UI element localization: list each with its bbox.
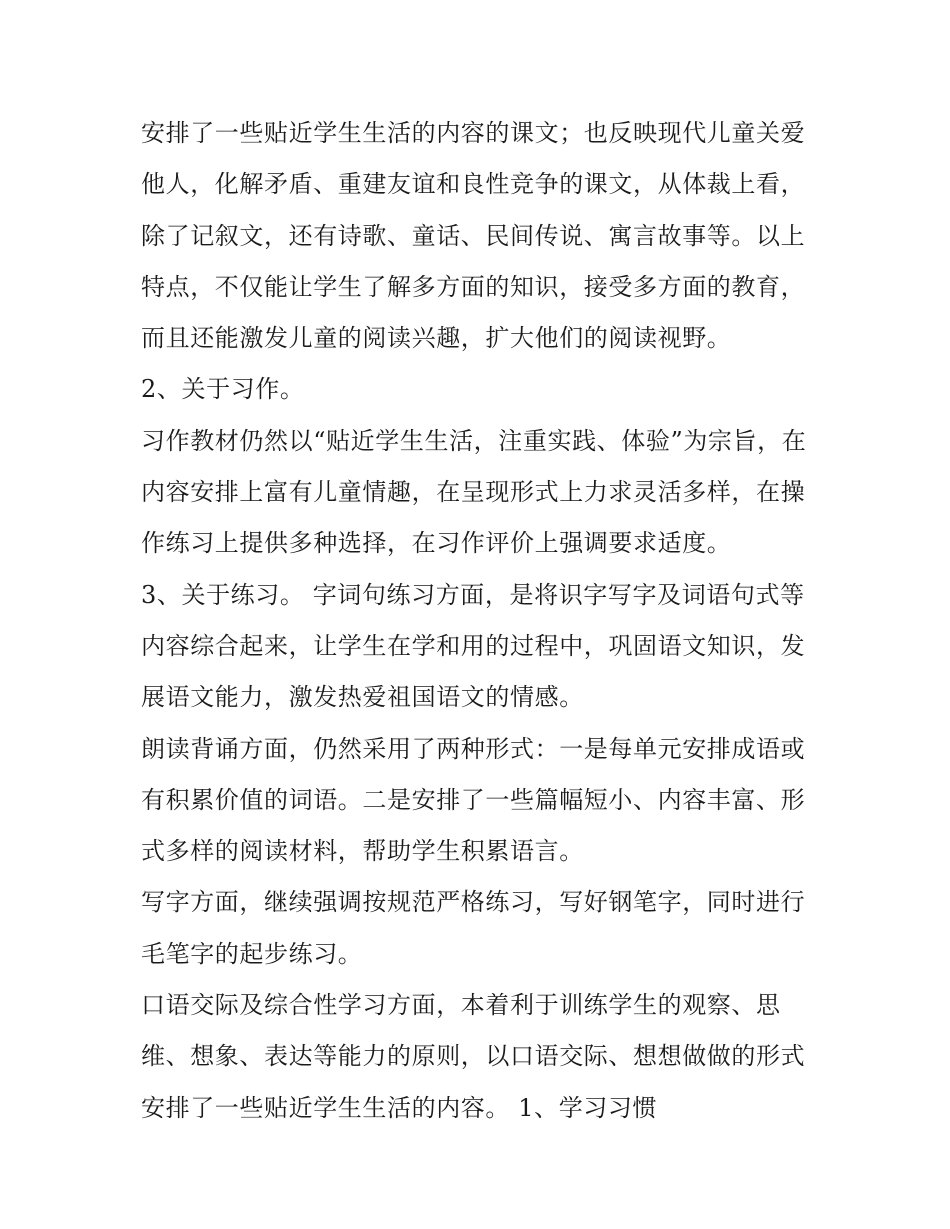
text-line: 安排了一些贴近学生生活的内容的课文；也反映现代儿童关爱 — [141, 119, 806, 147]
text-line: 作练习上提供多种选择，在习作评价上强调要求适度。 — [141, 529, 732, 558]
section-heading: 2、关于习作。 — [141, 375, 305, 404]
text-line: 式多样的阅读材料，帮助学生积累语言。 — [141, 837, 584, 866]
text-line: 写字方面，继续强调按规范严格练习，写好钢笔字，同时进行 — [141, 888, 806, 917]
text-line: 他人，化解矛盾、重建友谊和良性竞争的课文，从体裁上看， — [141, 170, 806, 199]
text-line: 展语文能力，激发热爱祖国语文的情感。 — [141, 683, 584, 712]
text-line: 特点，不仅能让学生了解多方面的知识，接受多方面的教育， — [141, 272, 806, 301]
text-line: 维、想象、表达等能力的原则，以口语交际、想想做做的形式 — [141, 1042, 806, 1071]
text-line: 毛笔字的起步练习。 — [141, 939, 363, 968]
text-line: 内容综合起来，让学生在学和用的过程中，巩固语文知识，发 — [141, 631, 806, 660]
text-line: 而且还能激发儿童的阅读兴趣，扩大他们的阅读视野。 — [141, 324, 732, 353]
document-body — [141, 108, 821, 1134]
text-line: 除了记叙文，还有诗歌、童话、民间传说、寓言故事等。以上 — [141, 221, 806, 250]
section-heading: 3、关于练习。 字词句练习方面，是将识字写字及词语句式等 — [141, 580, 805, 609]
text-line: 习作教材仍然以“贴近学生生活，注重实践、体验”为宗旨，在 — [141, 426, 807, 455]
text-line: 内容安排上富有儿童情趣，在呈现形式上力求灵活多样，在操 — [141, 478, 806, 507]
text-line: 安排了一些贴近学生生活的内容。 1、学习习惯 — [141, 1093, 658, 1122]
text-line: 有积累价值的词语。二是安排了一些篇幅短小、内容丰富、形 — [141, 785, 806, 814]
text-line: 朗读背诵方面，仍然采用了两种形式：一是每单元安排成语或 — [141, 734, 806, 763]
text-line: 口语交际及综合性学习方面，本着利于训练学生的观察、思 — [141, 991, 781, 1020]
